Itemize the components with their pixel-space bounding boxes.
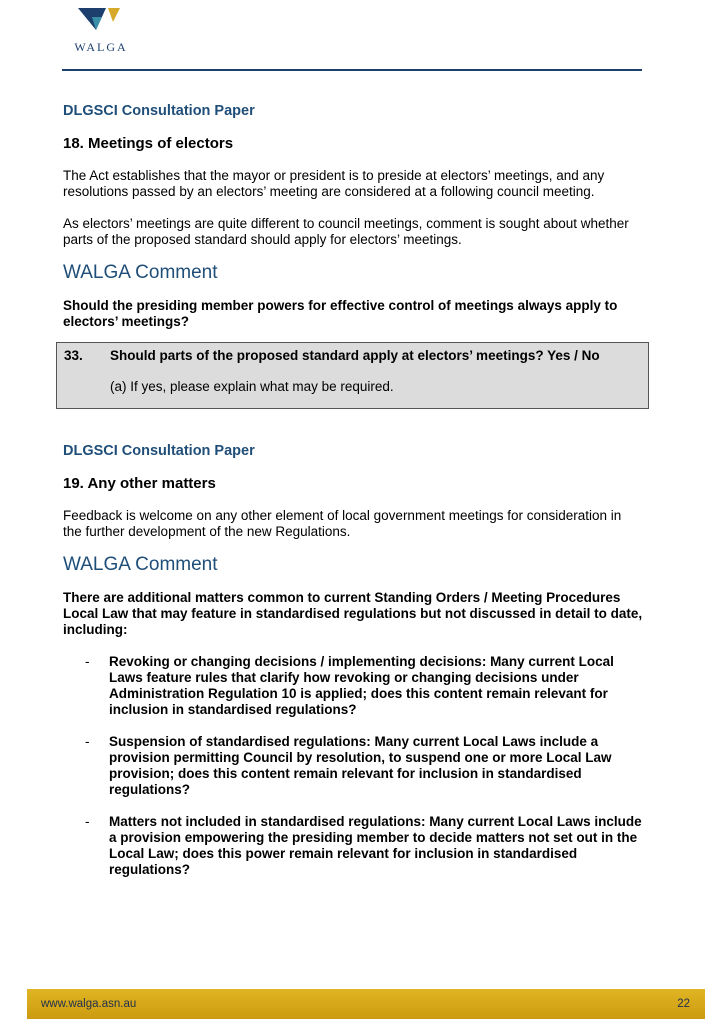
page-number: 22 — [677, 998, 690, 1010]
bullet-dash: - — [85, 734, 90, 749]
list-item-text: Revoking or changing decisions / implementing decisions: Many current Local Laws feature rules that clarify how revoking or changing decisions under Administration Regulation 10 is applied; does this content remain relevant for inclusion in standardised regulations? — [109, 654, 614, 717]
question-subitem: (a) If yes, please explain what may be required. — [110, 379, 394, 394]
comment-intro: There are additional matters common to current Standing Orders / Meeting Procedures Local Law that may feature in standardised regulations but not discussed in detail to date, including: — [63, 590, 643, 637]
list-item — [63, 734, 643, 798]
question-box — [56, 342, 649, 409]
list-item-text: Matters not included in standardised regulations: Many current Local Laws include a provision empowering the presiding member to decide matters not set out in the Local Law; does this power remain relevant for inclusion in standardised regulations? — [109, 814, 642, 877]
list-item-text: Suspension of standardised regulations: Many current Local Laws include a provision permitting Council by resolution, to suspend one or more Local Law provision; does this content remain relevant for inclusion in standardised regulations? — [109, 734, 612, 797]
walga-comment-heading: WALGA Comment — [63, 262, 218, 283]
comment-text: Should the presiding member powers for effective control of meetings always apply to electors’ meetings? — [63, 298, 618, 329]
question-row — [64, 348, 640, 364]
logo-gold-triangle — [108, 8, 120, 22]
logo-navy-triangle — [78, 8, 106, 30]
section-kicker: DLGSCI Consultation Paper — [63, 443, 255, 459]
bullet-dash: - — [85, 654, 90, 669]
body-paragraph: Feedback is welcome on any other element of local government meetings for consideration in the further development of the new Regulations. — [63, 508, 622, 539]
matters-list — [63, 654, 643, 878]
section-heading: 18. Meetings of electors — [63, 135, 234, 152]
bullet-dash: - — [85, 814, 90, 829]
question-number: 33. — [64, 348, 83, 363]
body-paragraph: As electors’ meetings are quite different to council meetings, comment is sought about whether parts of the proposed standard should apply for electors’ meetings. — [63, 216, 629, 247]
logo-text: WALGA — [74, 40, 128, 54]
list-item — [63, 814, 643, 878]
page-content — [63, 103, 643, 894]
section-heading: 19. Any other matters — [63, 475, 216, 492]
footer-website-link[interactable]: www.walga.asn.au — [41, 998, 137, 1010]
question-text: Should parts of the proposed standard apply at electors’ meetings? Yes / No — [110, 348, 600, 363]
header-divider — [62, 69, 642, 71]
page-footer — [27, 989, 705, 1019]
list-item — [63, 654, 643, 718]
body-paragraph: The Act establishes that the mayor or president is to preside at electors’ meetings, and any resolutions passed by an electors’ meeting are considered at a following council meeting. — [63, 168, 605, 199]
walga-comment-heading: WALGA Comment — [63, 554, 218, 575]
section-kicker: DLGSCI Consultation Paper — [63, 103, 255, 119]
